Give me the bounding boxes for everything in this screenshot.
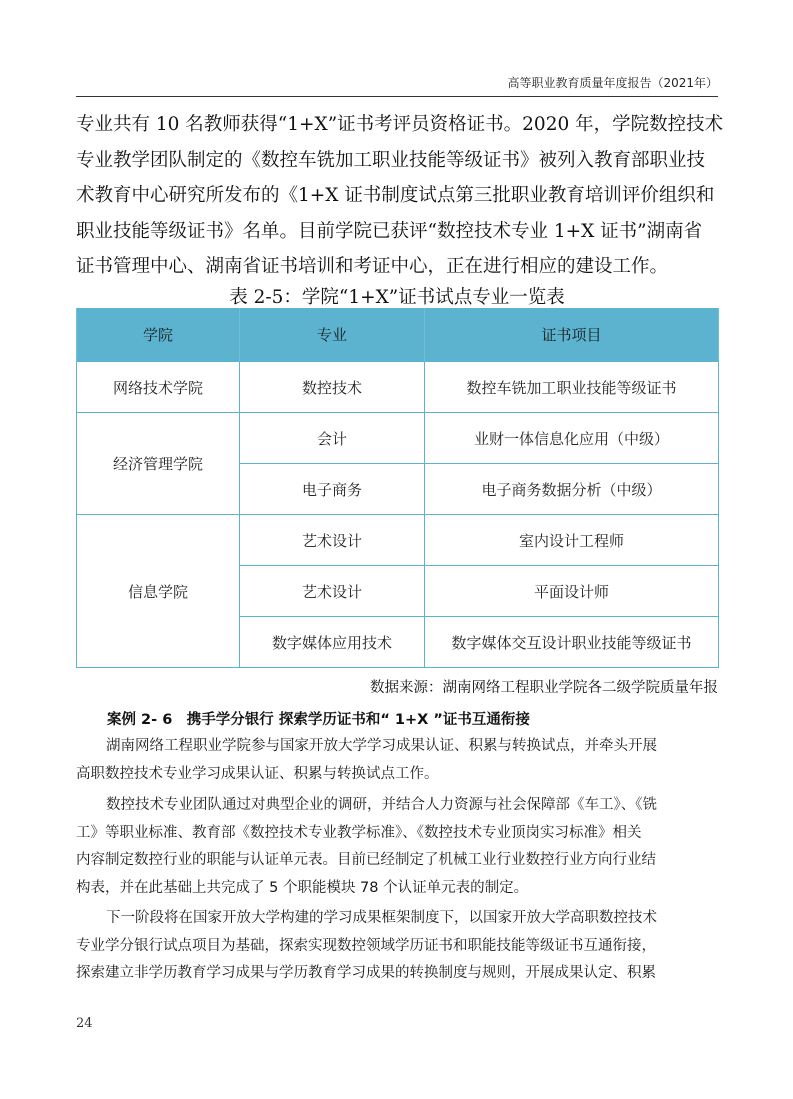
running-header: 高等职业教育质量年度报告（2021年） (507, 76, 718, 90)
table-row (77, 413, 719, 464)
header-cert: 证书项目 (425, 308, 719, 362)
case-line: 下一阶段将在国家开放大学构建的学习成果框架制度下，以国家开放大学高职数控技术 (106, 910, 657, 926)
intro-line: 证书管理中心、湖南省证书培训和考证中心，正在进行相应的建设工作。 (76, 256, 669, 277)
case-line: 构表，并在此基础上共完成了 5 个职能模块 78 个认证单元表的制定。 (76, 879, 529, 896)
major-cell: 数字媒体应用技术 (240, 617, 425, 668)
case-paragraph (76, 905, 718, 988)
major-cell: 数控技术 (240, 362, 425, 413)
major-cell: 艺术设计 (240, 566, 425, 617)
table-row (77, 515, 719, 566)
certificate-table (76, 308, 719, 668)
cert-cell: 数字媒体交互设计职业技能等级证书 (425, 617, 719, 668)
intro-paragraph (76, 107, 724, 285)
case-line: 专业学分银行试点项目为基础，探索实现数控领域学历证书和职能技能等级证书互通衔接， (76, 937, 656, 954)
case-line: 湖南网络工程职业学院参与国家开放大学学习成果认证、积累与转换试点，并牵头开展 (106, 738, 657, 754)
intro-line: 专业共有 10 名教师获得“1+X”证书考评员资格证书。2020 年，学院数控技术 (76, 114, 724, 135)
case-line: 探索建立非学历教育学习成果与学历教育学习成果的转换制度与规则，开展成果认定、积累 (76, 965, 656, 981)
major-cell: 电子商务 (240, 464, 425, 515)
case-title: 案例 2- 6 携手学分银行 探索学历证书和“ 1+X ”证书互通衔接 (107, 712, 530, 728)
table-source-note: 数据来源：湖南网络工程职业学院各二级学院质量年报 (370, 680, 718, 696)
college-cell: 网络技术学院 (77, 362, 240, 413)
table-header-row (77, 308, 719, 362)
major-cell: 会计 (240, 413, 425, 464)
header-college: 学院 (77, 308, 240, 362)
table-caption: 表 2-5：学院“1+X”证书试点专业一览表 (229, 287, 565, 308)
intro-line: 专业教学团队制定的《数控车铣加工职业技能等级证书》被列入教育部职业技 (76, 149, 706, 171)
cert-cell: 电子商务数据分析（中级） (425, 464, 719, 515)
cert-cell: 业财一体信息化应用（中级） (425, 413, 719, 464)
header-major: 专业 (240, 308, 425, 362)
cert-cell: 室内设计工程师 (425, 515, 719, 566)
case-line: 高职数控技术专业学习成果认证、积累与转换试点工作。 (76, 765, 439, 782)
intro-line: 职业技能等级证书》名单。目前学院已获评“数控技术专业 1+X 证书”湖南省 (76, 220, 703, 242)
case-line: 内容制定数控行业的职能与认证单元表。目前已经制定了机械工业行业数控行业方向行业结 (76, 852, 656, 868)
case-line: 数控技术专业团队通过对典型企业的调研，并结合人力资源与社会保障部《车工》、《铣 (106, 797, 657, 813)
table-row (77, 362, 719, 413)
page-number: 24 (76, 1016, 93, 1031)
case-paragraph (76, 792, 718, 902)
cert-cell: 平面设计师 (425, 566, 719, 617)
case-line: 工》等职业标准、教育部《数控技术专业教学标准》、《数控技术专业顶岗实习标准》相关 (76, 824, 642, 841)
college-cell: 经济管理学院 (77, 413, 240, 515)
cert-cell: 数控车铣加工职业技能等级证书 (425, 362, 719, 413)
case-paragraph (76, 733, 718, 788)
intro-line: 术教育中心研究所发布的《1+X 证书制度试点第三批职业教育培训评价组织和 (76, 185, 715, 206)
header-rule (76, 96, 718, 97)
major-cell: 艺术设计 (240, 515, 425, 566)
college-cell: 信息学院 (77, 515, 240, 668)
